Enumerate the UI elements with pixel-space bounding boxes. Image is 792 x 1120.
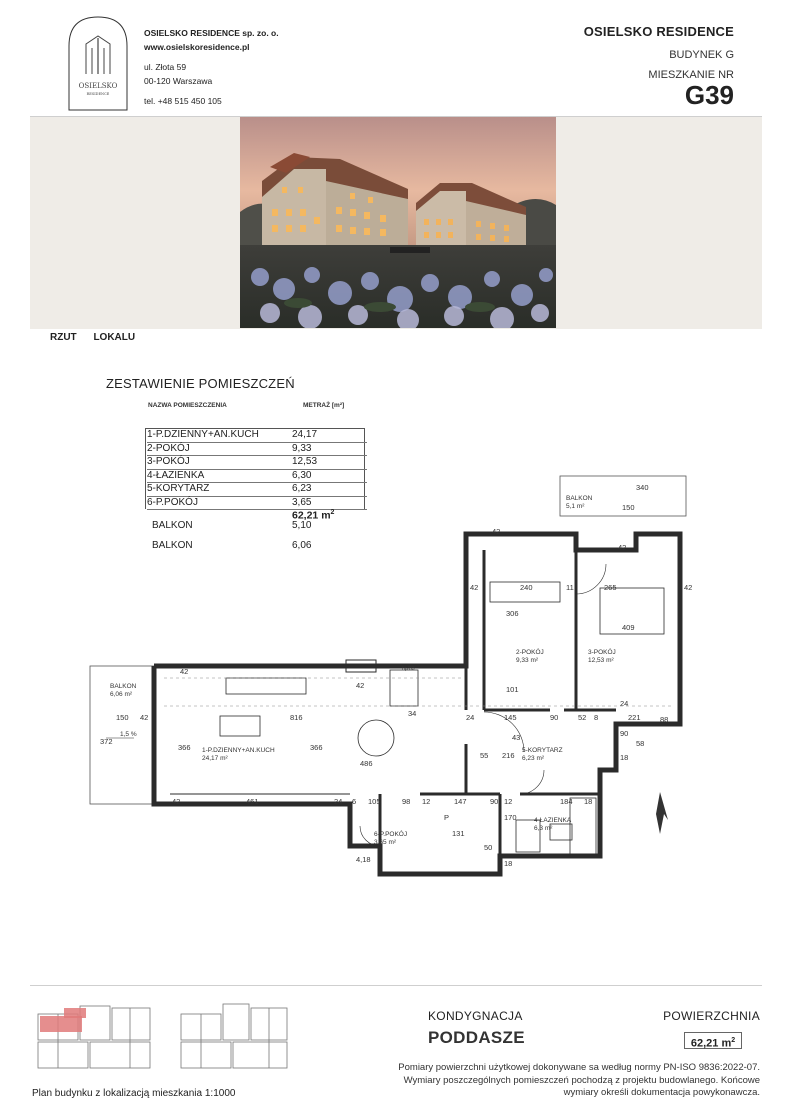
footer-divider (30, 985, 762, 986)
dim-label: 6 (352, 797, 357, 806)
dim-label: 88 (660, 715, 669, 724)
section-label: RZUT LOKALU (50, 332, 136, 343)
schedule-row: 2-POKÓJ 9,33 (147, 443, 367, 457)
dim-label: 50 (484, 843, 493, 852)
schedule-title: ZESTAWIENIE POMIESZCZEŃ (106, 376, 295, 391)
dim-label: 12 (504, 797, 513, 806)
plan-label-room-1: 1-P.DZIENNY+AN.KUCH (202, 747, 275, 754)
dim-label: 340 (636, 483, 649, 492)
schedule-row: 3-POKÓJ 12,53 (147, 456, 367, 470)
plan-label-room-3: 3-POKÓJ (588, 649, 616, 656)
company-info (144, 26, 279, 108)
dim-label: 24 (620, 699, 629, 708)
dim-label: 150 (116, 713, 129, 722)
dim-label: 150 (622, 503, 635, 512)
plan-label-room-6: 6-P.POKÓJ (374, 831, 408, 838)
company-logo (66, 14, 130, 112)
plan-label-room-4: 4-ŁAZIENKA (534, 817, 572, 824)
company-website[interactable]: www.osielskoresidence.pl (144, 42, 250, 52)
dim-label: 372 (100, 737, 113, 746)
schedule-balcony-row: BALKON 5,10 (152, 520, 312, 531)
schedule-row: 5-KORYTARZ 6,23 (147, 483, 367, 497)
dim-label: 90 (490, 797, 499, 806)
schedule-total: 62,21 $m^2$ (292, 509, 335, 522)
measurement-note: Pomiary powierzchni użytkowej dokonywane sa według normy PN-ISO 9836:2022-07. Wymiary poszczególnych pomieszczeń pochodzą z projektu budowlanego. Końcowe wymiary określi dokumentacja powykonawcza. (398, 1062, 760, 1098)
dim-label: 4,18 (356, 855, 371, 864)
dim-label: 366 (178, 743, 191, 752)
dim-label: 42 (180, 667, 189, 676)
dim-label: 486 (360, 759, 373, 768)
plan-label-hp: hp/83 (402, 666, 415, 672)
schedule-col-name: NAZWA POMIESZCZENIA (148, 402, 227, 409)
logo-subtext: RESIDENCE (86, 92, 110, 96)
dim-label: 8 (594, 713, 599, 722)
dim-label: 11 (566, 583, 574, 592)
dim-label: 52 (578, 713, 587, 722)
dim-label: 265 (604, 583, 617, 592)
dim-label: 42 (172, 797, 181, 806)
plan-label-room-6-area: 3,65 m² (374, 839, 397, 846)
flat-number-label: MIESZKANIE NR (648, 69, 734, 81)
dim-label: 409 (622, 623, 635, 632)
schedule-row: 1-P.DZIENNY+AN.KUCH 24,17 (147, 429, 367, 443)
plan-label-room-4-area: 6,3 m² (534, 825, 553, 832)
dim-label: 170 (504, 813, 517, 822)
dim-label: 18 (504, 859, 513, 868)
dim-label: 98 (402, 797, 411, 806)
schedule-balcony-row: BALKON 6,06 (152, 540, 312, 551)
dim-label: 42 (356, 681, 365, 690)
dim-label: 12 (422, 797, 431, 806)
building-location-plan (30, 996, 155, 1076)
dim-label: 101 (506, 685, 519, 694)
dim-label: 58 (636, 739, 645, 748)
dim-label: 24 (334, 797, 343, 806)
plan-label-room-5-area: 6,23 m² (522, 755, 545, 762)
plan-label-room-2: 2-POKÓJ (516, 649, 544, 656)
location-plan-caption: Plan budynku z lokalizacją mieszkania 1:1000 (32, 1088, 236, 1099)
dim-label: 131 (452, 829, 465, 838)
dim-label: 240 (520, 583, 533, 592)
floor-level-label: KONDYGNACJA (428, 1009, 523, 1023)
schedule-col-area: METRAŻ [m²] (303, 402, 345, 409)
dim-label: 42 (684, 583, 693, 592)
plan-label-balcony-left: BALKON (110, 683, 137, 690)
dim-label: 461 (246, 797, 259, 806)
dim-label: 43 (512, 733, 521, 742)
dim-label: 42 (492, 527, 501, 536)
plan-label-room-2-area: 9,33 m² (516, 657, 539, 664)
flat-number: G39 (684, 80, 734, 110)
dim-label: 306 (506, 609, 519, 618)
dim-label: P (444, 813, 450, 822)
flat-highlight (40, 1016, 82, 1032)
dim-label: 184 (560, 797, 573, 806)
company-phone: tel. +48 515 450 105 (144, 96, 222, 106)
building-render-image (240, 117, 556, 328)
area-label: POWIERZCHNIA (663, 1009, 760, 1023)
flat-header (584, 24, 734, 109)
plan-label-room-5: 5-KORYTARZ (522, 747, 563, 754)
plan-label-room-1-area: 24,17 m² (202, 755, 228, 762)
dim-label: 18 (620, 753, 629, 762)
dim-label: 24 (466, 713, 475, 722)
dim-label: 55 (480, 751, 489, 760)
plan-label-balcony-left-area: 6,06 m² (110, 691, 133, 698)
dim-label: 90 (550, 713, 559, 722)
plan-label-slope: 1,5 % (120, 731, 137, 738)
company-street: ul. Złota 59 (144, 62, 187, 72)
north-arrow-icon (656, 792, 668, 834)
dim-label: 42 (140, 713, 149, 722)
area-value: 62,21 $m^2$ (684, 1032, 742, 1049)
company-name: OSIELSKO RESIDENCE sp. zo. o. (144, 28, 279, 38)
dim-label: 366 (310, 743, 323, 752)
dim-label: 105 (368, 797, 381, 806)
plan-label-balcony-top: BALKON (566, 495, 593, 502)
dim-label: 147 (454, 797, 467, 806)
schedule-row: 4-ŁAZIENKA 6,30 (147, 470, 367, 484)
plan-label-room-3-area: 12,53 m² (588, 657, 614, 664)
dim-label: 42 (618, 543, 627, 552)
company-city: 00-120 Warszawa (144, 76, 213, 86)
dim-label: 816 (290, 713, 303, 722)
floor-plan (80, 474, 720, 884)
dim-label: 18 (584, 797, 593, 806)
dim-label: 42 (470, 583, 479, 592)
schedule-row: 6-P.POKÓJ 3,65 (147, 497, 367, 511)
dim-label: 34 (408, 709, 417, 718)
dim-label: 221 (628, 713, 641, 722)
building-location-plan-2 (175, 996, 293, 1076)
dim-label: 216 (502, 751, 515, 760)
project-name: OSIELSKO RESIDENCE (583, 24, 734, 39)
logo-text: OSIELSKO (78, 82, 118, 90)
plan-label-balcony-top-area: 5,1 m² (566, 503, 585, 510)
dim-label: 90 (620, 729, 629, 738)
building-label: BUDYNEK G (669, 49, 734, 61)
floor-level-value: PODDASZE (428, 1028, 525, 1047)
dim-label: 145 (504, 713, 517, 722)
